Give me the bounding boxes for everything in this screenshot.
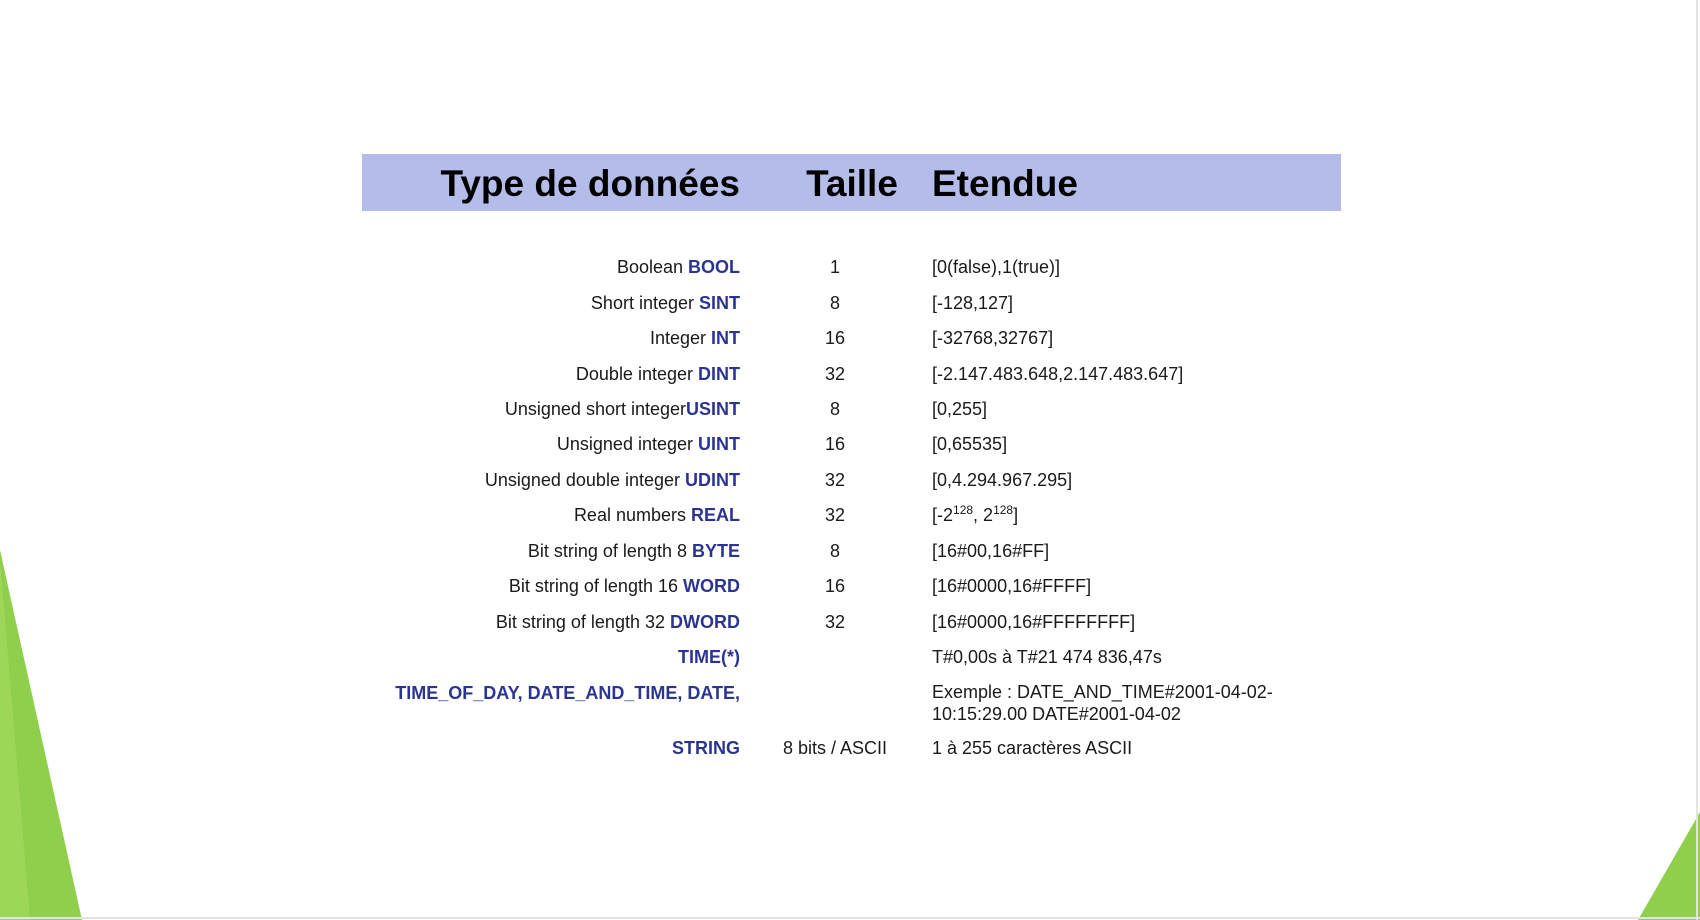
type-keyword: REAL xyxy=(691,505,740,525)
type-keyword: BYTE xyxy=(691,541,740,561)
size-cell: 8 xyxy=(829,399,840,419)
size-cell: 32 xyxy=(824,364,846,384)
size-cell: 32 xyxy=(824,470,846,490)
size-cell: 16 xyxy=(824,576,846,596)
type-cell xyxy=(505,397,740,421)
range-cell: [0(false),1(true)] xyxy=(932,257,1061,277)
size-cell: 32 xyxy=(824,505,846,525)
range-cell: [0,4.294.967.295] xyxy=(932,470,1073,490)
type-cell xyxy=(672,736,740,760)
right-green-triangle xyxy=(1638,812,1700,920)
range-separator: , 2 xyxy=(973,505,994,525)
type-name: Unsigned short integer xyxy=(504,399,686,419)
range-exponent: 128 xyxy=(993,503,1014,517)
type-name: Bit string of length 16 xyxy=(508,576,683,596)
type-cell xyxy=(395,681,740,705)
range-cell: [-2.147.483.648,2.147.483.647] xyxy=(932,364,1184,384)
range-cell: [16#0000,16#FFFF] xyxy=(932,576,1092,596)
range-cell: [0,65535] xyxy=(932,434,1008,454)
type-name: Short integer xyxy=(590,293,699,313)
range-cell: [-128,127] xyxy=(932,293,1014,313)
type-cell xyxy=(496,610,740,634)
type-keyword: UINT xyxy=(698,434,740,454)
header-size: Taille xyxy=(806,163,898,204)
size-cell: 32 xyxy=(824,612,846,632)
header-type: Type de données xyxy=(440,163,740,204)
type-name: Integer xyxy=(649,328,711,348)
size-cell: 8 xyxy=(829,293,840,313)
range-cell: [16#0000,16#FFFFFFFF] xyxy=(932,612,1136,632)
type-name: Boolean xyxy=(616,257,688,277)
type-cell xyxy=(528,539,740,563)
type-keyword: INT xyxy=(711,328,740,348)
range-cell: T#0,00s à T#21 474 836,47s xyxy=(932,647,1162,667)
range-base: [-2 xyxy=(932,505,954,525)
type-keyword: WORD xyxy=(683,576,740,596)
type-keyword: UDINT xyxy=(685,470,740,490)
type-cell xyxy=(557,432,740,456)
range-cell: [0,255] xyxy=(932,399,988,419)
type-name: Bit string of length 8 xyxy=(527,541,692,561)
size-cell: 16 xyxy=(824,328,846,348)
type-cell xyxy=(617,255,740,279)
type-keyword: SINT xyxy=(698,293,740,313)
range-exponent: 128 xyxy=(953,503,974,517)
type-keyword: TIME(*) xyxy=(678,647,740,667)
range-cell: Exemple : DATE_AND_TIME#2001-04-02-10:15:29.00 DATE#2001-04-02 xyxy=(932,682,1273,724)
range-end: ] xyxy=(1013,505,1019,525)
range-cell: 1 à 255 caractères ASCII xyxy=(932,738,1133,758)
type-keyword: DINT xyxy=(698,364,740,384)
table-header xyxy=(362,154,1341,211)
type-name: Bit string of length 32 xyxy=(495,612,670,632)
type-cell xyxy=(485,468,740,492)
type-keyword: TIME_OF_DAY, DATE_AND_TIME, DATE, xyxy=(395,683,740,703)
type-cell xyxy=(591,291,740,315)
header-range: Etendue xyxy=(932,163,1078,204)
size-cell: 8 bits / ASCII xyxy=(782,738,888,758)
type-keyword: STRING xyxy=(671,738,740,758)
type-cell xyxy=(509,574,740,598)
type-name: Unsigned double integer xyxy=(484,470,685,490)
type-keyword: BOOL xyxy=(688,257,740,277)
type-name: Real numbers xyxy=(573,505,691,525)
type-cell xyxy=(574,503,740,527)
type-cell xyxy=(650,326,740,350)
size-cell: 1 xyxy=(829,257,840,277)
type-cell xyxy=(678,645,740,669)
type-keyword: USINT xyxy=(686,399,740,419)
size-cell: 16 xyxy=(824,434,846,454)
size-cell: 8 xyxy=(829,541,840,561)
type-name: Double integer xyxy=(575,364,698,384)
type-name: Unsigned integer xyxy=(556,434,698,454)
range-cell: [16#00,16#FF] xyxy=(932,541,1050,561)
range-cell xyxy=(932,503,1018,527)
type-keyword: DWORD xyxy=(670,612,740,632)
type-cell xyxy=(576,362,740,386)
range-cell: [-32768,32767] xyxy=(932,328,1054,348)
